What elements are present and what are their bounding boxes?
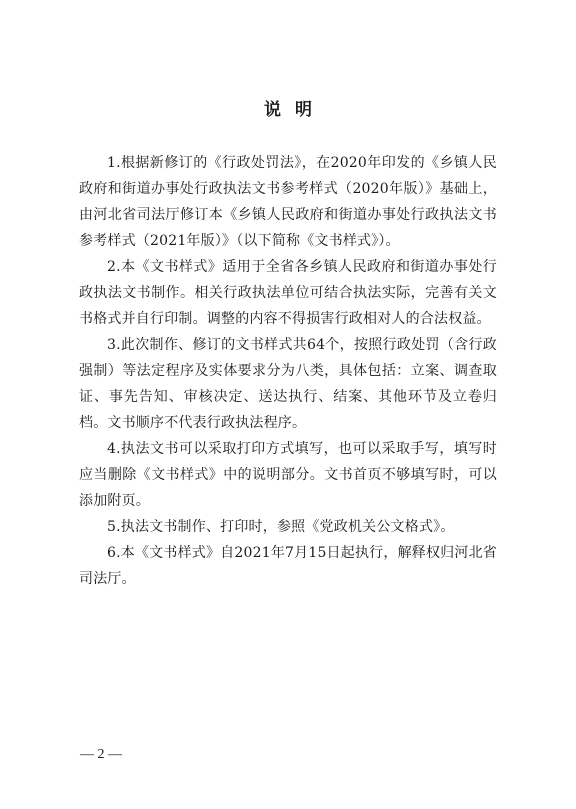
paragraph-6: 6.本《文书样式》自2021年7月15日起执行，解释权归河北省司法厅。	[79, 545, 497, 587]
page-number: — 2 —	[80, 747, 122, 762]
paragraph-2: 2.本《文书样式》适用于全省各乡镇人民政府和街道办事处行政执法文书制作。相关行政执法单位可结合执法实际，完善有关文书格式并自行印制。调整的内容不得损害行政相对人的合法权益。	[79, 259, 497, 327]
paragraph-4: 4.执法文书可以采取打印方式填写，也可以采取手写，填写时应当删除《文书样式》中的说明部分。文书首页不够填写时，可以添加附页。	[79, 441, 497, 509]
paragraph-1: 1.根据新修订的《行政处罚法》，在2020年印发的《乡镇人民政府和街道办事处行政执法文书参考样式（2020年版）》基础上，由河北省司法厅修订本《乡镇人民政府和街道办事处行政执法文书参考样式（2021年版）》（以下简称《文书样式》）。	[79, 155, 497, 249]
paragraph-5: 5.执法文书制作、打印时，参照《党政机关公文格式》。	[107, 519, 455, 535]
page-title: 说明	[264, 100, 326, 120]
document-body	[79, 150, 497, 592]
paragraph-3: 3.此次制作、修订的文书样式共64个，按照行政处罚（含行政强制）等法定程序及实体要求分为八类，具体包括：立案、调查取证、事先告知、审核决定、送达执行、结案、其他环节及立卷归档。文书顺序不代表行政执法程序。	[79, 337, 497, 431]
